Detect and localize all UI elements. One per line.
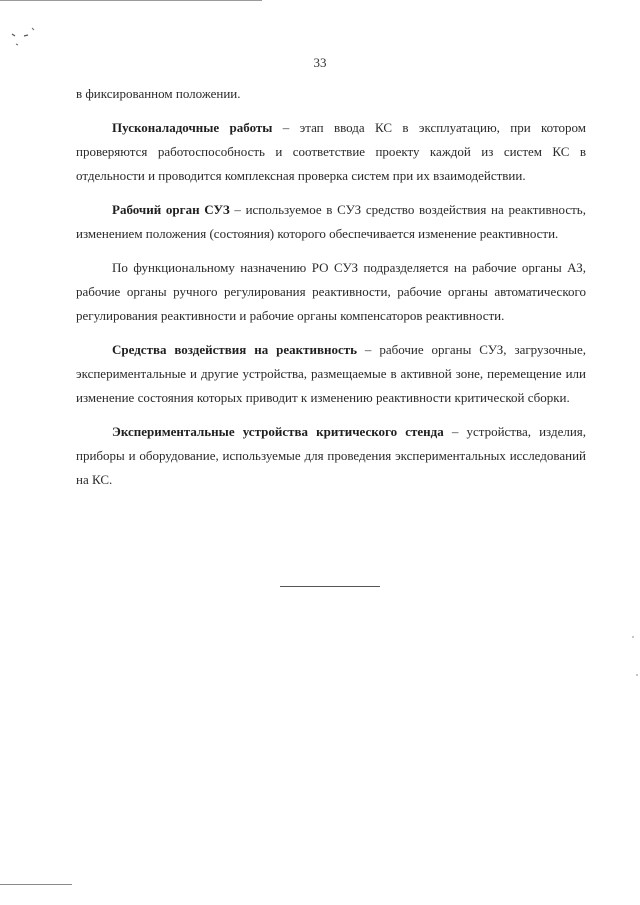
page-number: 33: [313, 55, 327, 70]
section-end-divider: [280, 586, 380, 587]
definition-text: – используемое в СУЗ средство воздействия на реактивность, изменением положения (состояния) которого обеспечивается изменение реактивности.: [76, 202, 586, 241]
scan-dust-dot: [632, 636, 634, 638]
definition-reactivity-means: [76, 338, 586, 410]
definition-control-rod: [76, 198, 586, 246]
definition-commissioning-works: [76, 116, 586, 188]
paragraph-continuation: [76, 82, 586, 106]
definition-text: – рабочие органы СУЗ, загрузочные, экспериментальные и другие устройства, размещаемые в активной зоне, перемещение или изменение состояния которых приводит к изменению реактивности критической сборки.: [76, 342, 586, 405]
document-body: [76, 82, 586, 502]
definition-term: Пусконаладочные работы: [112, 120, 273, 135]
scan-artifact-marks: [10, 26, 40, 56]
scan-bottom-edge-line: [0, 884, 72, 885]
paragraph-text: в фиксированном положении.: [76, 86, 241, 101]
definition-term: Рабочий орган СУЗ: [112, 202, 230, 217]
paragraph-text: По функциональному назначению РО СУЗ подразделяется на рабочие органы АЗ, рабочие органы ручного регулирования реактивности, рабочие органы автоматического регулирования реактивности и рабочие органы компенсаторов реактивности.: [76, 260, 586, 323]
definition-text: – этап ввода КС в эксплуатацию, при котором проверяются работоспособность и соответствие проекту каждой из систем КС в отдельности и проводится комплексная проверка систем при их взаимодействии.: [76, 120, 586, 183]
definition-experimental-devices: [76, 420, 586, 492]
paragraph-rod-classification: [76, 256, 586, 328]
definition-term: Средства воздействия на реактивность: [112, 342, 358, 357]
definition-term: Экспериментальные устройства критического стенда: [112, 424, 444, 439]
scan-dust-dot: [636, 674, 638, 676]
definition-text: – устройства, изделия, приборы и оборудование, используемые для проведения экспериментальных исследований на КС.: [76, 424, 587, 487]
scan-top-edge-line: [0, 0, 262, 1]
